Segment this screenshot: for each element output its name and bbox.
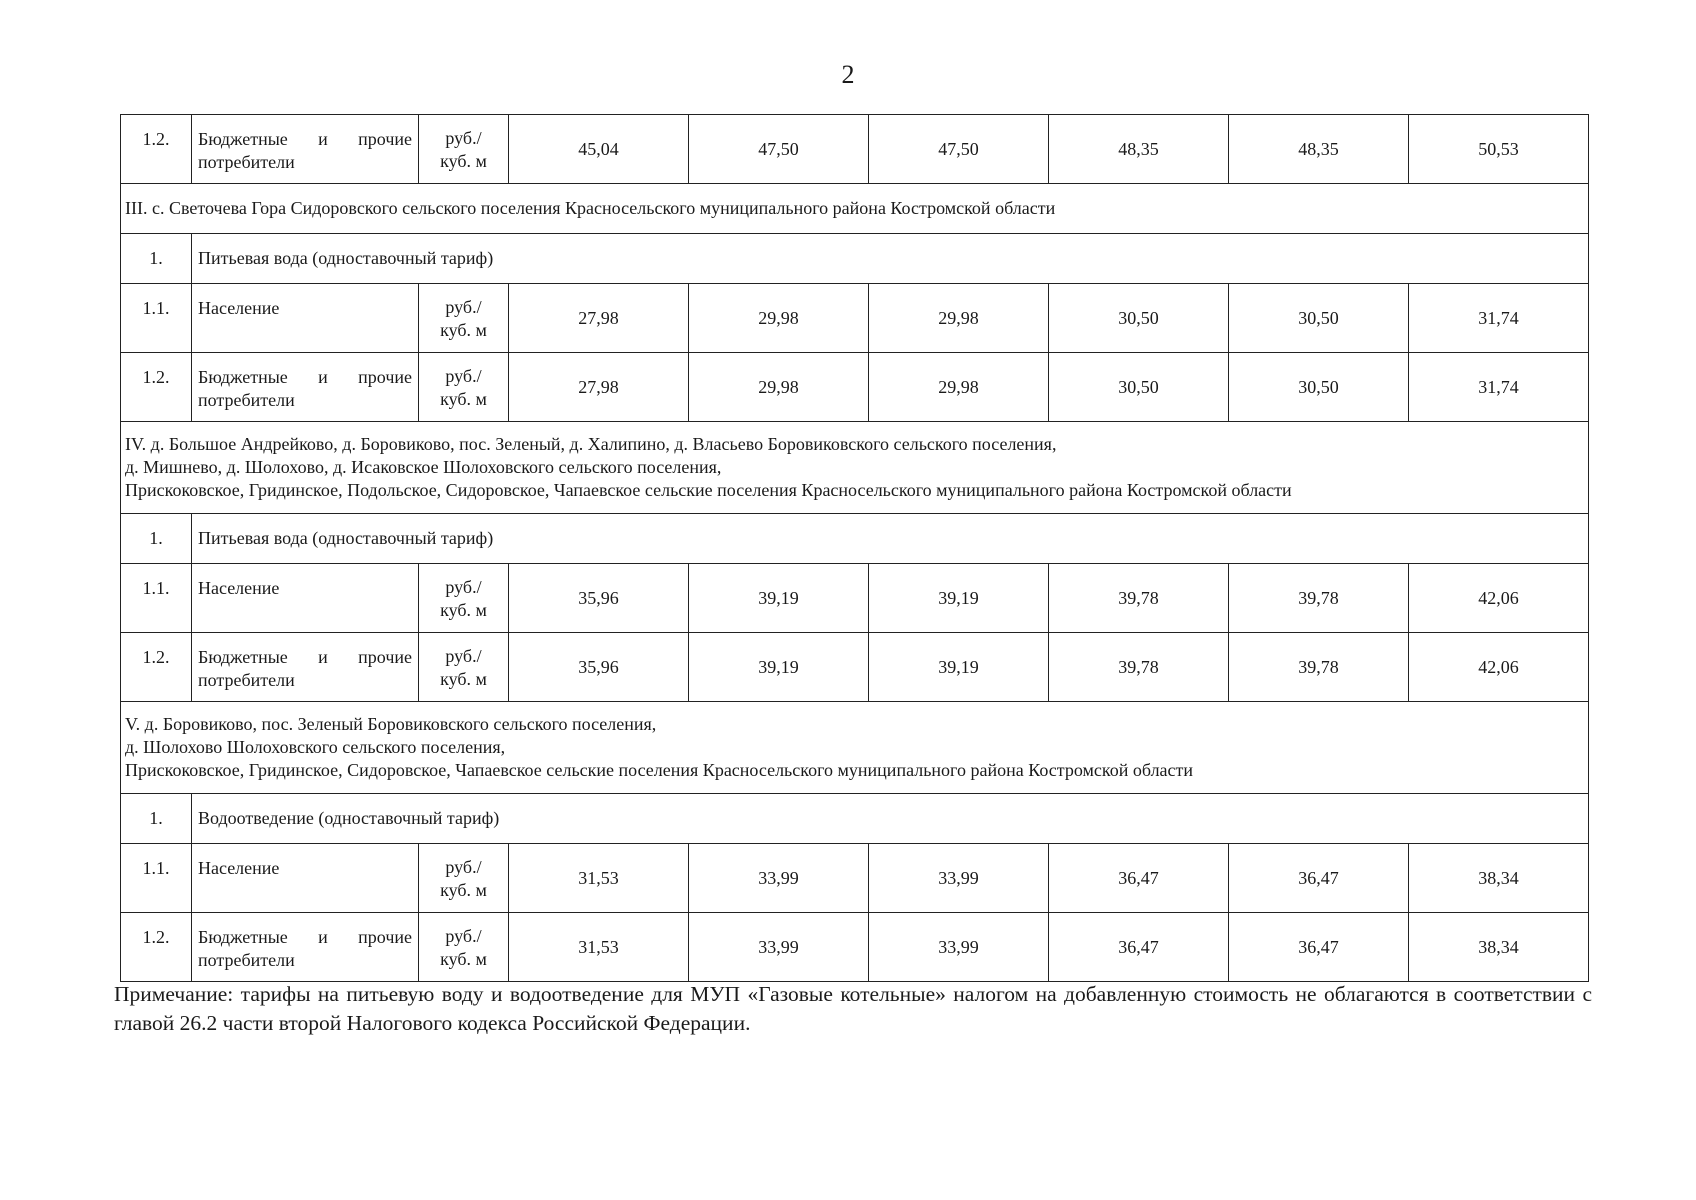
unit-text: куб. м: [440, 151, 487, 171]
row-number: 1.1.: [121, 284, 192, 353]
section-title: [121, 702, 1589, 794]
section-title-line: д. Шолохово Шолоховского сельского поселения,: [125, 737, 506, 757]
tariff-value: 39,78: [1229, 633, 1409, 702]
table-row: [121, 913, 1589, 982]
tariff-value: 38,34: [1409, 844, 1589, 913]
section-header-row: [121, 422, 1589, 514]
tariff-value: 30,50: [1049, 284, 1229, 353]
tariff-value: 27,98: [509, 284, 689, 353]
unit-cell: [419, 564, 509, 633]
service-title: Водоотведение (одноставочный тариф): [192, 794, 1589, 844]
consumer-category: Население: [192, 844, 419, 913]
service-header-row: [121, 794, 1589, 844]
unit-text: руб./: [445, 926, 482, 946]
tariff-value: 30,50: [1229, 353, 1409, 422]
tariff-value: 47,50: [869, 115, 1049, 184]
tariff-value: 29,98: [689, 284, 869, 353]
consumer-category: Население: [192, 284, 419, 353]
table-row: [121, 633, 1589, 702]
section-title-line: д. Мишнево, д. Шолохово, д. Исаковское Шолоховского сельского поселения,: [125, 457, 722, 477]
tariff-value: 39,19: [869, 564, 1049, 633]
unit-cell: [419, 913, 509, 982]
tariff-value: 45,04: [509, 115, 689, 184]
section-title-line: V. д. Боровиково, пос. Зеленый Боровиковского сельского поселения,: [125, 714, 657, 734]
tariff-value: 39,19: [869, 633, 1049, 702]
section-title-line: Прискоковское, Гридинское, Подольское, Сидоровское, Чапаевское сельские поселения Красносельского муниципального района Костромской области: [125, 480, 1292, 500]
unit-cell: [419, 353, 509, 422]
tariff-value: 42,06: [1409, 564, 1589, 633]
service-header-row: [121, 234, 1589, 284]
section-title-line: IV. д. Большое Андрейково, д. Боровиково, пос. Зеленый, д. Халипино, д. Власьево Боровиковского сельского поселения,: [125, 434, 1057, 454]
tariff-value: 50,53: [1409, 115, 1589, 184]
row-number: 1.2.: [121, 115, 192, 184]
tariff-value: 29,98: [689, 353, 869, 422]
table-row: [121, 115, 1589, 184]
tariff-value: 38,34: [1409, 913, 1589, 982]
tariff-value: 33,99: [689, 913, 869, 982]
section-title-line: Прискоковское, Гридинское, Сидоровское, Чапаевское сельские поселения Красносельского муниципального района Костромской области: [125, 760, 1194, 780]
unit-text: куб. м: [440, 880, 487, 900]
table-row: [121, 564, 1589, 633]
section-title: [121, 184, 1589, 234]
row-number: 1.1.: [121, 564, 192, 633]
tariff-table-body: [121, 115, 1589, 982]
unit-text: куб. м: [440, 949, 487, 969]
unit-text: руб./: [445, 297, 482, 317]
tariff-value: 27,98: [509, 353, 689, 422]
table-row: [121, 844, 1589, 913]
row-number: 1.2.: [121, 913, 192, 982]
tariff-value: 33,99: [869, 913, 1049, 982]
tariff-value: 29,98: [869, 353, 1049, 422]
unit-text: руб./: [445, 366, 482, 386]
unit-text: руб./: [445, 857, 482, 877]
tariff-value: 36,47: [1049, 844, 1229, 913]
row-number: 1.2.: [121, 633, 192, 702]
tariff-value: 36,47: [1049, 913, 1229, 982]
tariff-value: 39,78: [1229, 564, 1409, 633]
tariff-table: [120, 114, 1589, 982]
section-header-row: [121, 702, 1589, 794]
tariff-value: 36,47: [1229, 844, 1409, 913]
tariff-value: 39,78: [1049, 633, 1229, 702]
tariff-value: 33,99: [869, 844, 1049, 913]
unit-cell: [419, 115, 509, 184]
service-header-row: [121, 514, 1589, 564]
tariff-value: 31,53: [509, 844, 689, 913]
tariff-value: 39,19: [689, 564, 869, 633]
consumer-category: Население: [192, 564, 419, 633]
tariff-value: 39,78: [1049, 564, 1229, 633]
tariff-value: 36,47: [1229, 913, 1409, 982]
row-number: 1.1.: [121, 844, 192, 913]
unit-cell: [419, 844, 509, 913]
row-number: 1.2.: [121, 353, 192, 422]
tariff-value: 29,98: [869, 284, 1049, 353]
row-number: 1.: [121, 794, 192, 844]
tariff-value: 30,50: [1049, 353, 1229, 422]
page-number: 2: [841, 60, 855, 89]
unit-text: руб./: [445, 128, 482, 148]
tariff-value: 31,53: [509, 913, 689, 982]
tariff-value: 48,35: [1229, 115, 1409, 184]
consumer-category: Бюджетные и прочие потребители: [192, 115, 419, 184]
consumer-category: Бюджетные и прочие потребители: [192, 353, 419, 422]
unit-text: куб. м: [440, 389, 487, 409]
table-row: [121, 284, 1589, 353]
tariff-value: 48,35: [1049, 115, 1229, 184]
footnote: Примечание: тарифы на питьевую воду и водоотведение для МУП «Газовые котельные» налогом на добавленную стоимость не облагаются в соответствии с главой 26.2 части второй Налогового кодекса Российской Федерации.: [114, 982, 1592, 1035]
tariff-value: 42,06: [1409, 633, 1589, 702]
consumer-category: Бюджетные и прочие потребители: [192, 913, 419, 982]
tariff-value: 30,50: [1229, 284, 1409, 353]
tariff-value: 31,74: [1409, 353, 1589, 422]
tariff-value: 47,50: [689, 115, 869, 184]
tariff-value: 35,96: [509, 564, 689, 633]
unit-text: куб. м: [440, 669, 487, 689]
unit-cell: [419, 284, 509, 353]
tariff-value: 33,99: [689, 844, 869, 913]
section-title: [121, 422, 1589, 514]
row-number: 1.: [121, 514, 192, 564]
service-title: Питьевая вода (одноставочный тариф): [192, 234, 1589, 284]
consumer-category: Бюджетные и прочие потребители: [192, 633, 419, 702]
unit-cell: [419, 633, 509, 702]
section-title-line: III. с. Светочева Гора Сидоровского сельского поселения Красносельского муниципального района Костромской области: [125, 198, 1056, 218]
row-number: 1.: [121, 234, 192, 284]
service-title: Питьевая вода (одноставочный тариф): [192, 514, 1589, 564]
section-header-row: [121, 184, 1589, 234]
unit-text: куб. м: [440, 600, 487, 620]
tariff-value: 31,74: [1409, 284, 1589, 353]
unit-text: руб./: [445, 646, 482, 666]
table-row: [121, 353, 1589, 422]
unit-text: куб. м: [440, 320, 487, 340]
tariff-value: 35,96: [509, 633, 689, 702]
unit-text: руб./: [445, 577, 482, 597]
tariff-value: 39,19: [689, 633, 869, 702]
